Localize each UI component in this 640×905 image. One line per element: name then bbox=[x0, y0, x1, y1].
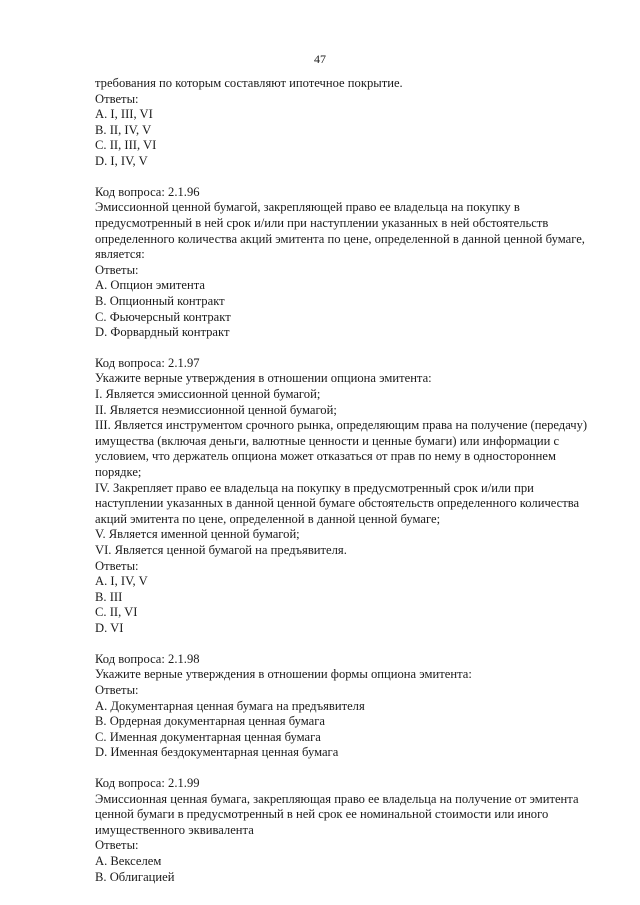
answer-option-a: A. I, III, VI bbox=[95, 107, 153, 122]
statement-ii: II. Является неэмиссионной ценной бумагой; bbox=[95, 402, 337, 417]
question-code: Код вопроса: 2.1.99 bbox=[95, 776, 200, 791]
question-text-line: ценной бумаги в предусмотренный в ней срок ее номинальной стоимости или иного bbox=[95, 807, 549, 822]
answer-option-b: B. Облигацией bbox=[95, 869, 175, 884]
answer-option-a: A. Документарная ценная бумага на предъявителя bbox=[95, 698, 365, 713]
answers-label: Ответы: bbox=[95, 91, 139, 106]
question-text-line: требования по которым составляют ипотечное покрытие. bbox=[95, 76, 403, 90]
answer-option-b: B. Опционный контракт bbox=[95, 293, 225, 308]
question-code: Код вопроса: 2.1.97 bbox=[95, 355, 200, 370]
answer-option-d: D. I, IV, V bbox=[95, 153, 148, 168]
statement-iii: III. Является инструментом срочного рынка, определяющим права на получение (передачу) bbox=[95, 418, 588, 433]
question-text-line: Эмиссионной ценной бумагой, закрепляющей право ее владельца на покупку в bbox=[95, 200, 520, 215]
question-text-line: является: bbox=[95, 247, 145, 262]
statement-i: I. Является эмиссионной ценной бумагой; bbox=[95, 387, 321, 402]
question-code: Код вопроса: 2.1.96 bbox=[95, 184, 200, 199]
statement-iii-cont: имущества (включая деньги, валютные ценности и ценные бумаги) или информации с bbox=[95, 433, 560, 448]
answer-option-c: C. II, VI bbox=[95, 605, 138, 620]
question-text-line: Эмиссионная ценная бумага, закрепляющая право ее владельца на получение от эмитента bbox=[95, 791, 579, 806]
answers-label: Ответы: bbox=[95, 558, 139, 573]
answer-option-c: C. Фьючерсный контракт bbox=[95, 309, 231, 324]
question-text-line: определенного количества акций эмитента по цене, определенной в данной ценной бумаге, bbox=[95, 231, 585, 246]
answer-option-c: C. II, III, VI bbox=[95, 138, 157, 153]
answer-option-d: D. VI bbox=[95, 620, 124, 635]
answers-label: Ответы: bbox=[95, 682, 139, 697]
page-content bbox=[95, 76, 605, 900]
answer-option-b: B. II, IV, V bbox=[95, 122, 152, 137]
page-number: 47 bbox=[314, 52, 326, 66]
answer-option-a: A. I, IV, V bbox=[95, 574, 148, 589]
question-code: Код вопроса: 2.1.98 bbox=[95, 651, 200, 666]
answers-label: Ответы: bbox=[95, 838, 139, 853]
answer-option-a: A. Опцион эмитента bbox=[95, 278, 205, 293]
answer-option-a: A. Векселем bbox=[95, 854, 162, 869]
statement-iii-cont: условием, что держатель опциона может отказаться от прав по нему в одностороннем bbox=[95, 449, 556, 464]
statement-vi: VI. Является ценной бумагой на предъявителя. bbox=[95, 543, 347, 557]
question-2-1-95-tail bbox=[95, 76, 605, 170]
answer-option-d: D. Именная бездокументарная ценная бумага bbox=[95, 745, 339, 760]
statement-iv-cont: наступлении указанных в данной ценной бумаге обстоятельств определенного количества bbox=[95, 496, 580, 511]
question-2-1-99 bbox=[95, 776, 605, 885]
answer-option-b: B. III bbox=[95, 589, 123, 604]
statement-iv: IV. Закрепляет право ее владельца на покупку в предусмотренный срок и/или при bbox=[95, 480, 534, 495]
answer-option-d: D. Форвардный контракт bbox=[95, 325, 230, 340]
statement-v: V. Является именной ценной бумагой; bbox=[95, 527, 300, 542]
question-2-1-96 bbox=[95, 185, 605, 341]
answer-option-b: B. Ордерная документарная ценная бумага bbox=[95, 714, 326, 729]
question-2-1-97 bbox=[95, 356, 605, 637]
answers-label: Ответы: bbox=[95, 262, 139, 277]
question-text-line: предусмотренный в ней срок и/или при наступлении указанных в ней обстоятельств bbox=[95, 215, 549, 230]
statement-iv-cont: акций эмитента по цене, определенной в данной ценной бумаге; bbox=[95, 511, 441, 526]
question-text-line: имущественного эквивалента bbox=[95, 822, 254, 837]
question-text-line: Укажите верные утверждения в отношении формы опциона эмитента: bbox=[95, 667, 472, 682]
question-text-line: Укажите верные утверждения в отношении опциона эмитента: bbox=[95, 371, 432, 386]
question-2-1-98 bbox=[95, 652, 605, 761]
answer-option-c: C. Именная документарная ценная бумага bbox=[95, 729, 321, 744]
statement-iii-cont: порядке; bbox=[95, 465, 142, 480]
